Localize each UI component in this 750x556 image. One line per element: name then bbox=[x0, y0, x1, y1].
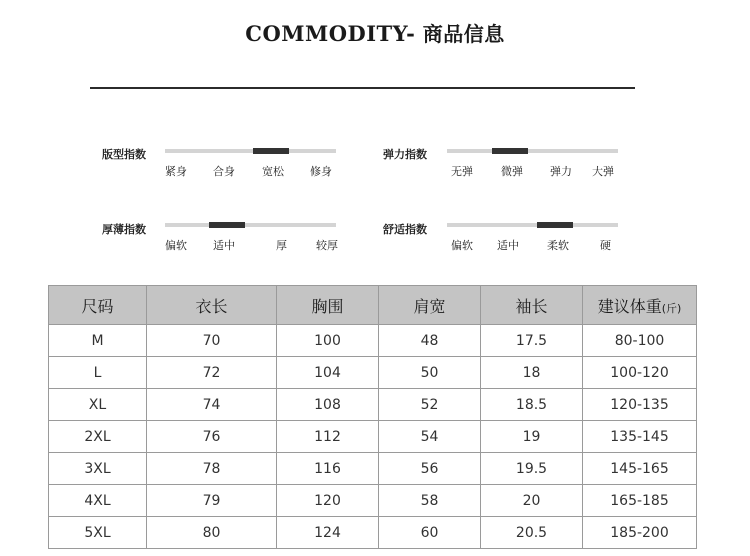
index-track bbox=[447, 149, 618, 153]
table-cell: 72 bbox=[147, 357, 277, 389]
index-option: 大弹 bbox=[592, 165, 614, 178]
table-cell: 5XL bbox=[49, 517, 147, 549]
table-cell: 52 bbox=[379, 389, 481, 421]
table-header-row bbox=[49, 286, 697, 325]
table-cell: 145-165 bbox=[583, 453, 697, 485]
table-cell: 112 bbox=[277, 421, 379, 453]
index-option: 紧身 bbox=[165, 165, 187, 178]
table-cell: 58 bbox=[379, 485, 481, 517]
table-cell: 76 bbox=[147, 421, 277, 453]
table-cell: 165-185 bbox=[583, 485, 697, 517]
table-cell: 60 bbox=[379, 517, 481, 549]
table-cell: 78 bbox=[147, 453, 277, 485]
table-cell: 70 bbox=[147, 325, 277, 357]
index-option: 较厚 bbox=[316, 239, 338, 252]
table-cell: 20.5 bbox=[481, 517, 583, 549]
index-option: 柔软 bbox=[547, 239, 569, 252]
table-cell: 19.5 bbox=[481, 453, 583, 485]
index-option: 偏软 bbox=[451, 239, 473, 252]
table-cell: 100-120 bbox=[583, 357, 697, 389]
table-cell: 48 bbox=[379, 325, 481, 357]
column-header: 尺码 bbox=[49, 286, 147, 325]
table-row bbox=[49, 485, 697, 517]
index-label: 厚薄指数 bbox=[102, 223, 146, 236]
table-cell: 80-100 bbox=[583, 325, 697, 357]
index-track bbox=[165, 149, 336, 153]
table-row bbox=[49, 325, 697, 357]
table-cell: 3XL bbox=[49, 453, 147, 485]
table-cell: 50 bbox=[379, 357, 481, 389]
table-cell: 124 bbox=[277, 517, 379, 549]
table-row bbox=[49, 357, 697, 389]
title-english: COMMODITY- bbox=[245, 21, 416, 46]
table-cell: 120 bbox=[277, 485, 379, 517]
table-cell: XL bbox=[49, 389, 147, 421]
title-chinese: 商品信息 bbox=[415, 22, 505, 46]
column-header: 肩宽 bbox=[379, 286, 481, 325]
index-option: 微弹 bbox=[501, 165, 523, 178]
index-option: 偏软 bbox=[165, 239, 187, 252]
title-divider bbox=[90, 87, 635, 89]
index-option: 硬 bbox=[600, 239, 611, 252]
index-marker bbox=[209, 222, 245, 228]
column-header bbox=[583, 286, 697, 325]
table-cell: 185-200 bbox=[583, 517, 697, 549]
table-cell: L bbox=[49, 357, 147, 389]
index-option: 适中 bbox=[213, 239, 235, 252]
index-track bbox=[447, 223, 618, 227]
table-cell: 74 bbox=[147, 389, 277, 421]
table-row bbox=[49, 389, 697, 421]
index-marker bbox=[537, 222, 573, 228]
index-marker bbox=[253, 148, 289, 154]
column-header: 胸围 bbox=[277, 286, 379, 325]
index-option: 适中 bbox=[497, 239, 519, 252]
table-cell: 120-135 bbox=[583, 389, 697, 421]
table-cell: 18 bbox=[481, 357, 583, 389]
page-title bbox=[0, 18, 750, 47]
index-option: 修身 bbox=[310, 165, 332, 178]
column-header: 衣长 bbox=[147, 286, 277, 325]
table-row bbox=[49, 421, 697, 453]
index-marker bbox=[492, 148, 528, 154]
index-option: 宽松 bbox=[262, 165, 284, 178]
index-option: 弹力 bbox=[550, 165, 572, 178]
table-cell: M bbox=[49, 325, 147, 357]
table-cell: 108 bbox=[277, 389, 379, 421]
table-row bbox=[49, 453, 697, 485]
table-cell: 135-145 bbox=[583, 421, 697, 453]
size-chart-table bbox=[48, 285, 697, 549]
weight-header-label: 建议体重 bbox=[597, 296, 662, 316]
table-cell: 79 bbox=[147, 485, 277, 517]
weight-unit: (斤) bbox=[661, 301, 682, 315]
table-cell: 116 bbox=[277, 453, 379, 485]
index-track bbox=[165, 223, 336, 227]
table-cell: 100 bbox=[277, 325, 379, 357]
table-cell: 4XL bbox=[49, 485, 147, 517]
index-option: 厚 bbox=[276, 239, 287, 252]
table-row bbox=[49, 517, 697, 549]
column-header: 袖长 bbox=[481, 286, 583, 325]
index-label: 弹力指数 bbox=[383, 148, 427, 161]
index-option: 合身 bbox=[213, 165, 235, 178]
table-cell: 2XL bbox=[49, 421, 147, 453]
table-cell: 56 bbox=[379, 453, 481, 485]
index-option: 无弹 bbox=[451, 165, 473, 178]
table-cell: 18.5 bbox=[481, 389, 583, 421]
table-cell: 17.5 bbox=[481, 325, 583, 357]
index-label: 舒适指数 bbox=[383, 223, 427, 236]
table-cell: 20 bbox=[481, 485, 583, 517]
table-cell: 80 bbox=[147, 517, 277, 549]
index-label: 版型指数 bbox=[102, 148, 146, 161]
table-cell: 54 bbox=[379, 421, 481, 453]
table-cell: 19 bbox=[481, 421, 583, 453]
table-cell: 104 bbox=[277, 357, 379, 389]
